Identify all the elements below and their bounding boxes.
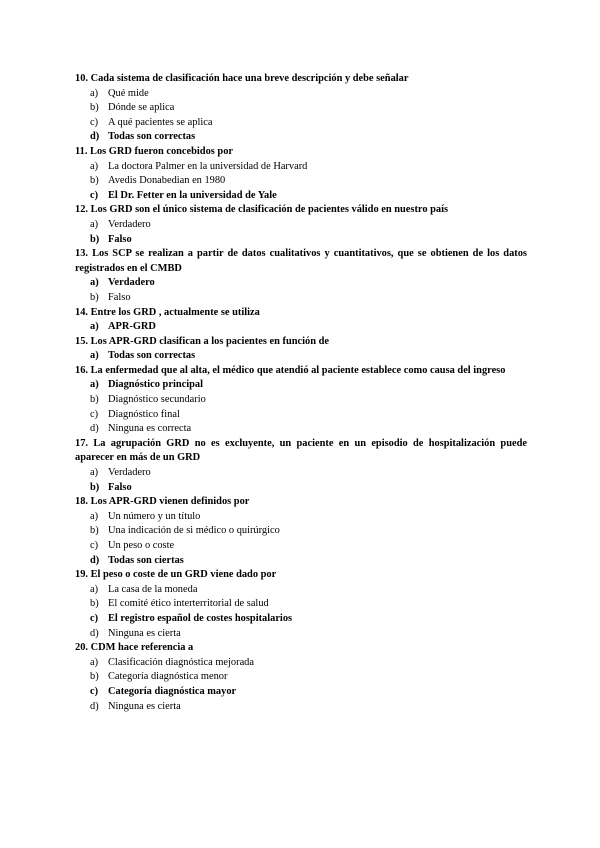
- option-letter: c): [90, 189, 99, 201]
- option-text: Todas son correctas: [108, 350, 196, 362]
- option-text: Ninguna es correcta: [108, 423, 192, 435]
- option-letter: d): [90, 131, 100, 143]
- answer-option: [75, 291, 527, 306]
- option-text: Verdadero: [108, 277, 155, 289]
- option-text: Qué mide: [108, 87, 149, 99]
- option-letter: b): [90, 102, 99, 114]
- option-text: Un número y un título: [108, 510, 201, 522]
- option-text: Verdadero: [108, 218, 151, 230]
- question-11: [75, 145, 527, 160]
- option-text: Avedis Donabedian en 1980: [108, 175, 226, 187]
- option-text: Falso: [108, 481, 132, 493]
- option-text: Categoría diagnóstica menor: [108, 671, 228, 683]
- option-text: Categoría diagnóstica mayor: [108, 685, 237, 697]
- answer-option: [75, 422, 527, 437]
- answer-option: [75, 670, 527, 685]
- option-text: El Dr. Fetter en la universidad de Yale: [108, 189, 277, 201]
- question-number: 10.: [75, 73, 88, 84]
- option-text: Diagnóstico principal: [108, 379, 203, 391]
- option-letter: a): [90, 583, 99, 595]
- question-number: 18.: [75, 496, 88, 508]
- answer-option: [75, 393, 527, 408]
- option-letter: a): [90, 160, 99, 172]
- question-17: [75, 437, 527, 466]
- option-letter: d): [90, 700, 99, 712]
- question-number: 11.: [75, 145, 88, 157]
- answer-option-correct: [75, 612, 527, 627]
- option-text: Falso: [108, 291, 131, 303]
- answer-option: [75, 539, 527, 554]
- answer-option: [75, 510, 527, 525]
- option-text: A qué pacientes se aplica: [108, 116, 213, 128]
- option-letter: b): [90, 291, 99, 303]
- question-text: CDM hace referencia a: [90, 642, 194, 654]
- option-letter: b): [90, 481, 100, 493]
- answer-option-correct: [75, 554, 527, 569]
- option-text: Diagnóstico secundario: [108, 394, 206, 406]
- answer-option: [75, 160, 527, 175]
- option-letter: b): [90, 598, 99, 610]
- answer-option: [75, 524, 527, 539]
- option-letter: c): [90, 540, 99, 551]
- question-text: La agrupación GRD no es excluyente, un paciente en un episodio de hospitalización puede aparecer en más de un GRD: [75, 437, 527, 464]
- question-text: Los GRD son el único sistema de clasificación de pacientes válido en nuestro país: [90, 204, 449, 216]
- answer-option: [75, 87, 527, 102]
- question-number: 17.: [75, 437, 88, 449]
- question-number: 14.: [75, 306, 88, 318]
- option-text: Verdadero: [108, 467, 151, 479]
- answer-option: [75, 583, 527, 598]
- answer-option: [75, 700, 527, 715]
- option-text: Ninguna es cierta: [108, 700, 181, 712]
- option-letter: a): [90, 321, 99, 333]
- option-text: Falso: [108, 233, 132, 245]
- option-letter: a): [90, 379, 99, 391]
- answer-option-correct: [75, 685, 527, 700]
- question-number: 16.: [75, 364, 88, 376]
- question-number: 19.: [75, 569, 88, 581]
- answer-option: [75, 101, 527, 116]
- option-letter: b): [90, 175, 99, 187]
- option-text: APR-GRD: [108, 321, 156, 333]
- option-text: La doctora Palmer en la universidad de Harvard: [108, 160, 308, 172]
- answer-option: [75, 408, 527, 423]
- option-letter: a): [90, 87, 99, 99]
- option-letter: a): [90, 656, 99, 668]
- answer-option-correct: [75, 233, 527, 248]
- option-letter: b): [90, 233, 100, 245]
- question-text: Los APR-GRD vienen definidos por: [90, 496, 250, 508]
- option-letter: b): [90, 394, 99, 406]
- answer-option-correct: [75, 349, 527, 364]
- option-letter: c): [90, 685, 99, 697]
- question-number: 20.: [75, 642, 88, 654]
- question-number: 15.: [75, 335, 88, 347]
- question-text: Entre los GRD , actualmente se utiliza: [90, 306, 260, 318]
- question-14: [75, 306, 527, 321]
- answer-option: [75, 597, 527, 612]
- option-text: Ninguna es cierta: [108, 627, 181, 639]
- option-text: Todas son ciertas: [108, 554, 184, 566]
- question-list: [75, 72, 527, 714]
- answer-option-correct: [75, 130, 527, 145]
- question-20: [75, 641, 527, 656]
- option-letter: c): [90, 612, 99, 624]
- option-text: Diagnóstico final: [108, 408, 180, 420]
- option-letter: b): [90, 671, 99, 683]
- question-16: [75, 364, 527, 379]
- question-number: 13.: [75, 248, 88, 260]
- question-text: La enfermedad que al alta, el médico que atendió al paciente establece como causa del ingreso: [90, 364, 506, 376]
- answer-option-correct: [75, 481, 527, 496]
- option-letter: a): [90, 510, 99, 522]
- question-number: 12.: [75, 204, 88, 216]
- question-text: Cada sistema de clasificación hace una breve descripción y debe señalar: [90, 73, 409, 84]
- question-text: Los GRD fueron concebidos por: [90, 145, 234, 157]
- answer-option: [75, 116, 527, 131]
- option-letter: d): [90, 423, 99, 435]
- option-text: Un peso o coste: [108, 540, 175, 551]
- answer-option: [75, 656, 527, 671]
- option-letter: c): [90, 408, 99, 420]
- question-text: El peso o coste de un GRD viene dado por: [90, 569, 277, 581]
- option-letter: b): [90, 525, 99, 537]
- option-letter: d): [90, 627, 99, 639]
- question-12: [75, 203, 527, 218]
- question-18: [75, 495, 527, 510]
- answer-option-correct: [75, 320, 527, 335]
- question-10: [75, 72, 527, 87]
- option-letter: a): [90, 218, 99, 230]
- option-letter: a): [90, 467, 99, 479]
- answer-option: [75, 174, 527, 189]
- question-text: Los APR-GRD clasifican a los pacientes en función de: [90, 335, 330, 347]
- answer-option: [75, 627, 527, 642]
- option-letter: a): [90, 277, 99, 289]
- question-15: [75, 335, 527, 350]
- option-text: Clasificación diagnóstica mejorada: [108, 656, 254, 668]
- option-text: La casa de la moneda: [108, 583, 198, 595]
- option-text: Dónde se aplica: [108, 102, 175, 114]
- option-letter: d): [90, 554, 100, 566]
- answer-option-correct: [75, 189, 527, 204]
- option-letter: a): [90, 350, 99, 362]
- answer-option: [75, 218, 527, 233]
- question-text: Los SCP se realizan a partir de datos cualitativos y cuantitativos, que se obtienen de los datos registrados en el CMBD: [75, 248, 527, 274]
- question-13: [75, 247, 527, 276]
- option-text: El registro español de costes hospitalarios: [108, 612, 293, 624]
- option-letter: c): [90, 116, 99, 128]
- answer-option-correct: [75, 276, 527, 291]
- option-text: El comité ético interterritorial de salud: [108, 598, 269, 610]
- option-text: Una indicación de si médico o quirúrgico: [108, 525, 280, 537]
- answer-option-correct: [75, 378, 527, 393]
- option-text: Todas son correctas: [108, 131, 196, 143]
- question-19: [75, 568, 527, 583]
- answer-option: [75, 466, 527, 481]
